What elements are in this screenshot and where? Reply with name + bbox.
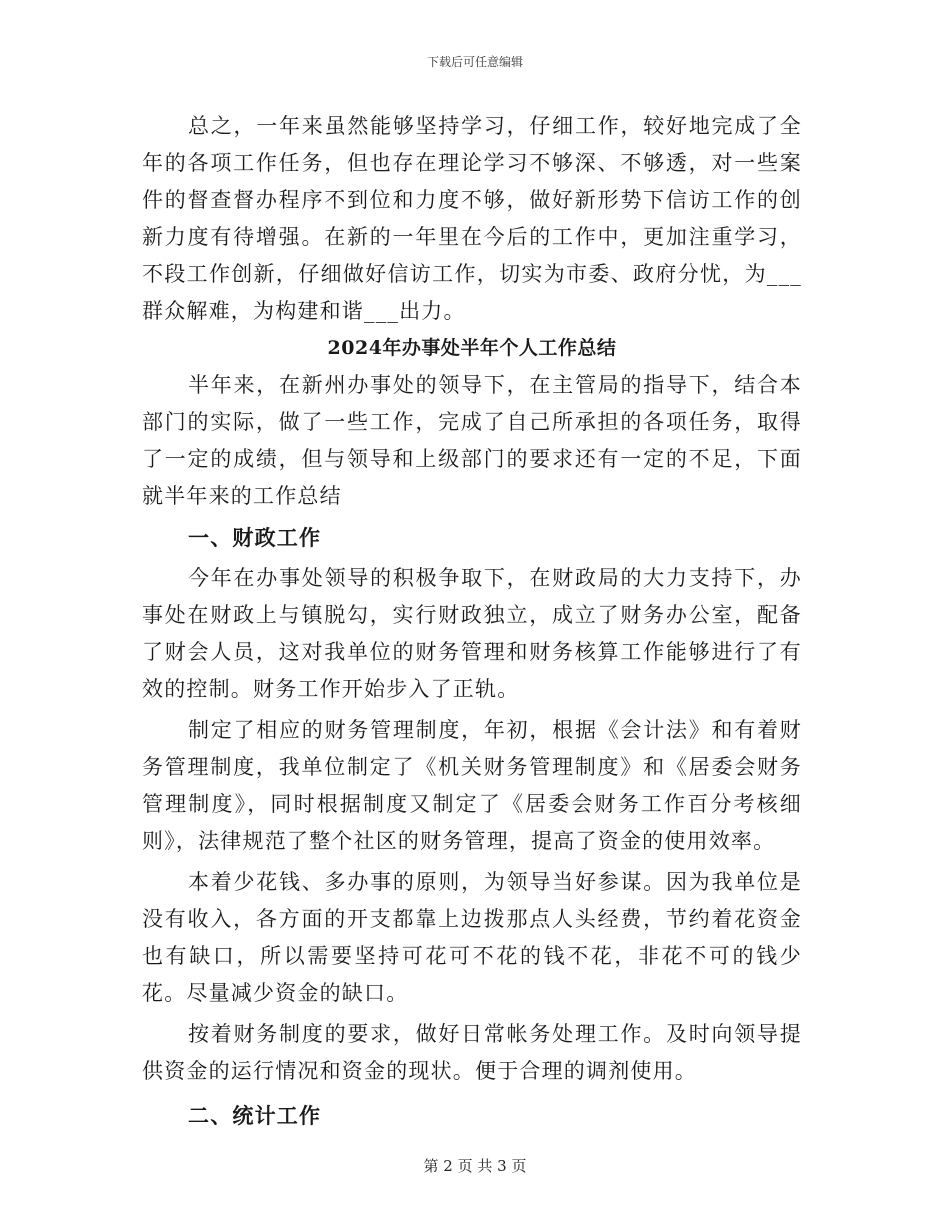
section-heading-finance: 一、财政工作 [188, 525, 322, 550]
page-header: 下载后可任意编辑 [426, 55, 523, 69]
paragraph-finance-4: 按着财务制度的要求，做好日常帐务处理工作。及时向领导提供资金的运行情况和资金的现状。便于合理的调剂使用。 [142, 1022, 802, 1083]
section-heading-statistics: 二、统计工作 [188, 1103, 322, 1128]
page-footer: 第 2 页 共 3 页 [423, 1157, 527, 1175]
document-title: 2024年办事处半年个人工作总结 [327, 337, 617, 359]
paragraph-finance-3: 本着少花钱、多办事的原则，为领导当好参谋。因为我单位是没有收入，各方面的开支都靠上边拨那点人头经费，节约着花资金也有缺口，所以需要坚持可花可不花的钱不花，非花不可的钱少花。尽量减少资金的缺口。 [142, 870, 802, 1005]
paragraph-finance-2: 制定了相应的财务管理制度，年初，根据《会计法》和有着财务管理制度，我单位制定了《机关财务管理制度》和《居委会财务管理制度》，同时根据制度又制定了《居委会财务工作百分考核细则》，法律规范了整个社区的财务管理，提高了资金的使用效率。 [142, 718, 802, 853]
paragraph-finance-1: 今年在办事处领导的积极争取下，在财政局的大力支持下，办事处在财政上与镇脱勾，实行财政独立，成立了财务办公室，配备了财会人员，这对我单位的财务管理和财务核算工作能够进行了有效的控制。财务工作开始步入了正轨。 [142, 566, 802, 701]
paragraph-summary: 总之，一年来虽然能够坚持学习，仔细工作，较好地完成了全年的各项工作任务，但也存在理论学习不够深、不够透，对一些案件的督查督办程序不到位和力度不够，做好新形势下信访工作的创新力度有待增强。在新的一年里在今后的工作中，更加注重学习，不段工作创新，仔细做好信访工作，切实为市委、政府分忧，为___群众解难，为构建和谐___出力。 [142, 114, 802, 323]
paragraph-intro: 半年来，在新州办事处的领导下，在主管局的指导下，结合本部门的实际，做了一些工作，完成了自己所承担的各项任务，取得了一定的成绩，但与领导和上级部门的要求还有一定的不足，下面就半年来的工作总结 [142, 373, 802, 508]
document-body [142, 108, 802, 1138]
